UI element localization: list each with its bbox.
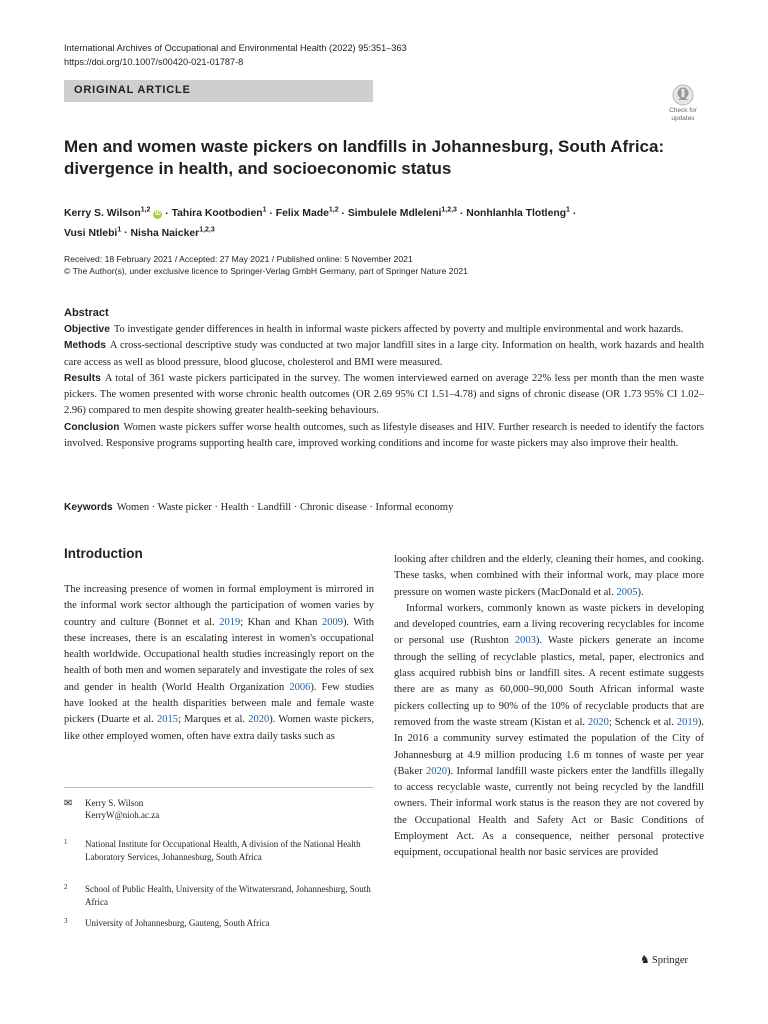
author-name: Nonhlanhla Tlotleng: [466, 208, 567, 220]
citation-link[interactable]: 2015: [156, 714, 178, 726]
author[interactable]: [276, 208, 339, 219]
affiliation-text: University of Johannesburg, Gauteng, South Africa: [85, 918, 270, 928]
abstract-conclusion: [64, 420, 704, 453]
introduction-heading: Introduction: [64, 546, 143, 561]
body-text: ). With these increases, there is an escalating interest in women's occupational health worldwide. Occupational health studies increasingly report on the health of both men and women separately and investigate the roles of sex and gender in health (World Health Organization: [64, 616, 374, 693]
body-text: Informal workers, commonly known as waste pickers in developing and developed countries, earn a living recovering recyclables for income or personal use (Rushton: [394, 602, 704, 647]
crossmark-icon: [672, 84, 694, 106]
abstract-results: [64, 371, 704, 420]
keywords-label: Keywords: [64, 502, 113, 513]
author-affiliation-mark: 1: [117, 226, 122, 234]
body-text: ). Few studies have looked at the health disparities between male and female waste pickers (Duarte et al.: [64, 681, 374, 726]
author-name: Felix Made: [275, 208, 329, 220]
author-name: Tahira Kootbodien: [171, 208, 263, 220]
citation-link[interactable]: 2009: [321, 616, 343, 628]
received-accepted-dates: Received: 18 February 2021 / Accepted: 27 May 2021 / Published online: 5 November 2021: [64, 254, 413, 264]
abstract-label: Conclusion: [64, 421, 120, 433]
body-text: ; Khan and Khan: [240, 616, 322, 628]
body-text: ). Waste pickers generate an income through the selling of recyclable plastics, metal, paper, electronics and glass acquired rubbish bins or landfill sites. A recent estimate suggests there are as many as 60,000–90,000 South African informal waste pickers collecting up to 90% of the 10% of recyclable products that are removed from the waste stream (Kistan et al.: [394, 635, 704, 728]
copyright-notice: © The Author(s), under exclusive licence to Springer-Verlag GmbH Germany, part of Springer Nature 2021: [64, 266, 468, 276]
body-text: ).: [637, 586, 644, 598]
author-affiliation-mark: 1: [262, 207, 267, 214]
citation-link[interactable]: 2005: [616, 586, 638, 598]
publisher-mark: [640, 953, 688, 966]
author-affiliation-mark: 1,2,3: [441, 207, 457, 214]
author[interactable]: [466, 208, 570, 219]
abstract-text: Women waste pickers suffer worse health outcomes, such as lifestyle diseases and HIV. Further research is needed to identify the factors involved. Responsive programs supporting health care, improved working conditions and income for waste pickers may also improve their health.: [64, 421, 704, 450]
affiliation-number: 3: [64, 917, 68, 925]
citation-link[interactable]: 2003: [514, 635, 536, 647]
body-text: ). Women waste pickers, like other employed women, often have extra daily tasks such as: [64, 714, 375, 742]
publication-dates: [64, 253, 468, 277]
body-text: looking after children and the elderly, cleaning their homes, and cooking. These tasks, when combined with their informal work, may place more pressure on women waste pickers (MacDonald et al.: [394, 554, 704, 598]
intro-paragraph-1: [64, 582, 374, 745]
author-name: Kerry S. Wilson: [64, 208, 141, 220]
affiliation-text: National Institute for Occupational Health, A division of the National Health Laboratory Services, Johannesburg, South Africa: [85, 839, 361, 862]
author-name: Nisha Naicker: [130, 227, 200, 239]
check-updates-line-1: Check for: [669, 107, 697, 114]
author-affiliation-mark: 1,2: [140, 207, 151, 214]
body-text: ; Schenck et al.: [608, 716, 677, 728]
author[interactable]: [130, 228, 214, 239]
author-name: Simbulele Mdleleni: [347, 208, 442, 220]
body-text: ; Marques et al.: [177, 714, 249, 726]
correspondence: [64, 797, 374, 821]
footnote-divider: [64, 787, 374, 788]
journal-header: [64, 41, 407, 69]
affiliation-number: 2: [64, 883, 68, 891]
body-text: The increasing presence of women in formal employment is mirrored in the informal work sector although the participation of women varies by country and culture (Bonnet et al.: [64, 584, 374, 628]
affiliation-2: [64, 883, 374, 908]
author-affiliation-mark: 1: [566, 207, 570, 214]
keywords: [64, 500, 704, 516]
body-column-left: [64, 582, 374, 745]
intro-paragraph-1-continued: [394, 552, 704, 601]
author-list: Kerry S. Wilson$^{1,2}$ iD · Tahira Kootbodien$^1$ · Felix Made$^{1,2}$ · Simbulele Mdleleni$^{1,2,3}$ · Nonhlanhla Tlotleng$^1$ · Vusi Ntlebi$^1$ · Nisha Naicker$^{1,2,3}$: [64, 207, 577, 239]
correspondence-email[interactable]: KerryW@nioh.ac.za: [85, 810, 160, 820]
article-title: Men and women waste pickers on landfills in Johannesburg, South Africa: divergence in health, and socioeconomic status: [64, 137, 665, 178]
article-type-banner: ORIGINAL ARTICLE: [64, 80, 373, 102]
body-text: ). Informal landfill waste pickers enter the landfills illegally to access recyclable waste, currently not being recycled by the landfill owners. Their informal work status is the reason they are not covered by the Occupational Health and Safety Act or Basic Conditions of Employment Act. As a consequence, neither personal protective equipment, occupational health nor basic services are provided: [394, 765, 704, 859]
keywords-text: Women · Waste picker · Health · Landfill · Chronic disease · Informal economy: [116, 502, 454, 513]
citation-link[interactable]: 2020: [425, 765, 447, 777]
citation-link[interactable]: 2019: [676, 716, 698, 728]
check-for-updates-button[interactable]: [662, 84, 704, 124]
springer-horse-icon: ♞: [640, 953, 650, 966]
orcid-icon[interactable]: iD: [154, 211, 161, 218]
abstract-label: Objective: [64, 324, 110, 335]
abstract-text: To investigate gender differences in health in informal waste pickers affected by poverty and multiple environmental and work hazards.: [113, 324, 684, 335]
journal-citation: International Archives of Occupational and Environmental Health (2022) 95:351–363: [64, 43, 407, 53]
correspondence-name: Kerry S. Wilson: [85, 798, 144, 808]
citation-link[interactable]: 2020: [587, 716, 609, 728]
body-column-right: [394, 552, 704, 862]
author-affiliation-mark: 1,2,3: [199, 226, 215, 234]
abstract-label: Results: [64, 372, 101, 384]
author[interactable]: [172, 208, 267, 219]
citation-link[interactable]: 2020: [248, 714, 270, 726]
abstract-label: Methods: [64, 340, 106, 352]
author[interactable]: [348, 208, 457, 219]
abstract-text: A cross-sectional descriptive study was conducted at two major landfill sites in a large city. Information on health, work hazards and health care access as well as blood pressure, blood glucose, cholesterol and BMI were measured.: [64, 340, 704, 368]
body-text: ). In 2016 a community survey estimated the population of the City of Johannesburg at 4.9 million producing 1.6 m tonnes of waste per year (Baker: [394, 716, 704, 777]
abstract: [64, 305, 704, 452]
author-affiliation-mark: 1,2: [328, 207, 339, 214]
abstract-methods: [64, 338, 704, 371]
abstract-heading: Abstract: [64, 307, 109, 319]
doi-link[interactable]: https://doi.org/10.1007/s00420-021-01787-8: [64, 57, 244, 67]
envelope-icon: ✉: [64, 798, 73, 809]
affiliation-1: [64, 838, 374, 863]
author[interactable]: [64, 228, 121, 239]
affiliation-text: School of Public Health, University of the Witwatersrand, Johannesburg, South Africa: [85, 884, 371, 907]
check-updates-line-2: updates: [671, 115, 695, 122]
author[interactable]: [64, 208, 150, 219]
author-name: Vusi Ntlebi: [64, 227, 118, 239]
abstract-objective: [64, 322, 704, 338]
affiliation-number: 1: [64, 838, 68, 846]
intro-paragraph-2: [394, 601, 704, 862]
affiliation-3: [64, 917, 374, 930]
citation-link[interactable]: 2006: [289, 681, 311, 693]
publisher-name: Springer: [651, 955, 689, 966]
abstract-text: A total of 361 waste pickers participated in the survey. The women interviewed earned on average 22% less per month than the men waste pickers. The women presented with worse chronic health outcomes (OR 2.69 95% CI 1.51–4.78) and signs of chronic disease (OR 1.73 95% CI 1.02–2.96) compared to men despite showing greater health-seeking behaviours.: [64, 372, 704, 417]
citation-link[interactable]: 2019: [219, 616, 241, 628]
